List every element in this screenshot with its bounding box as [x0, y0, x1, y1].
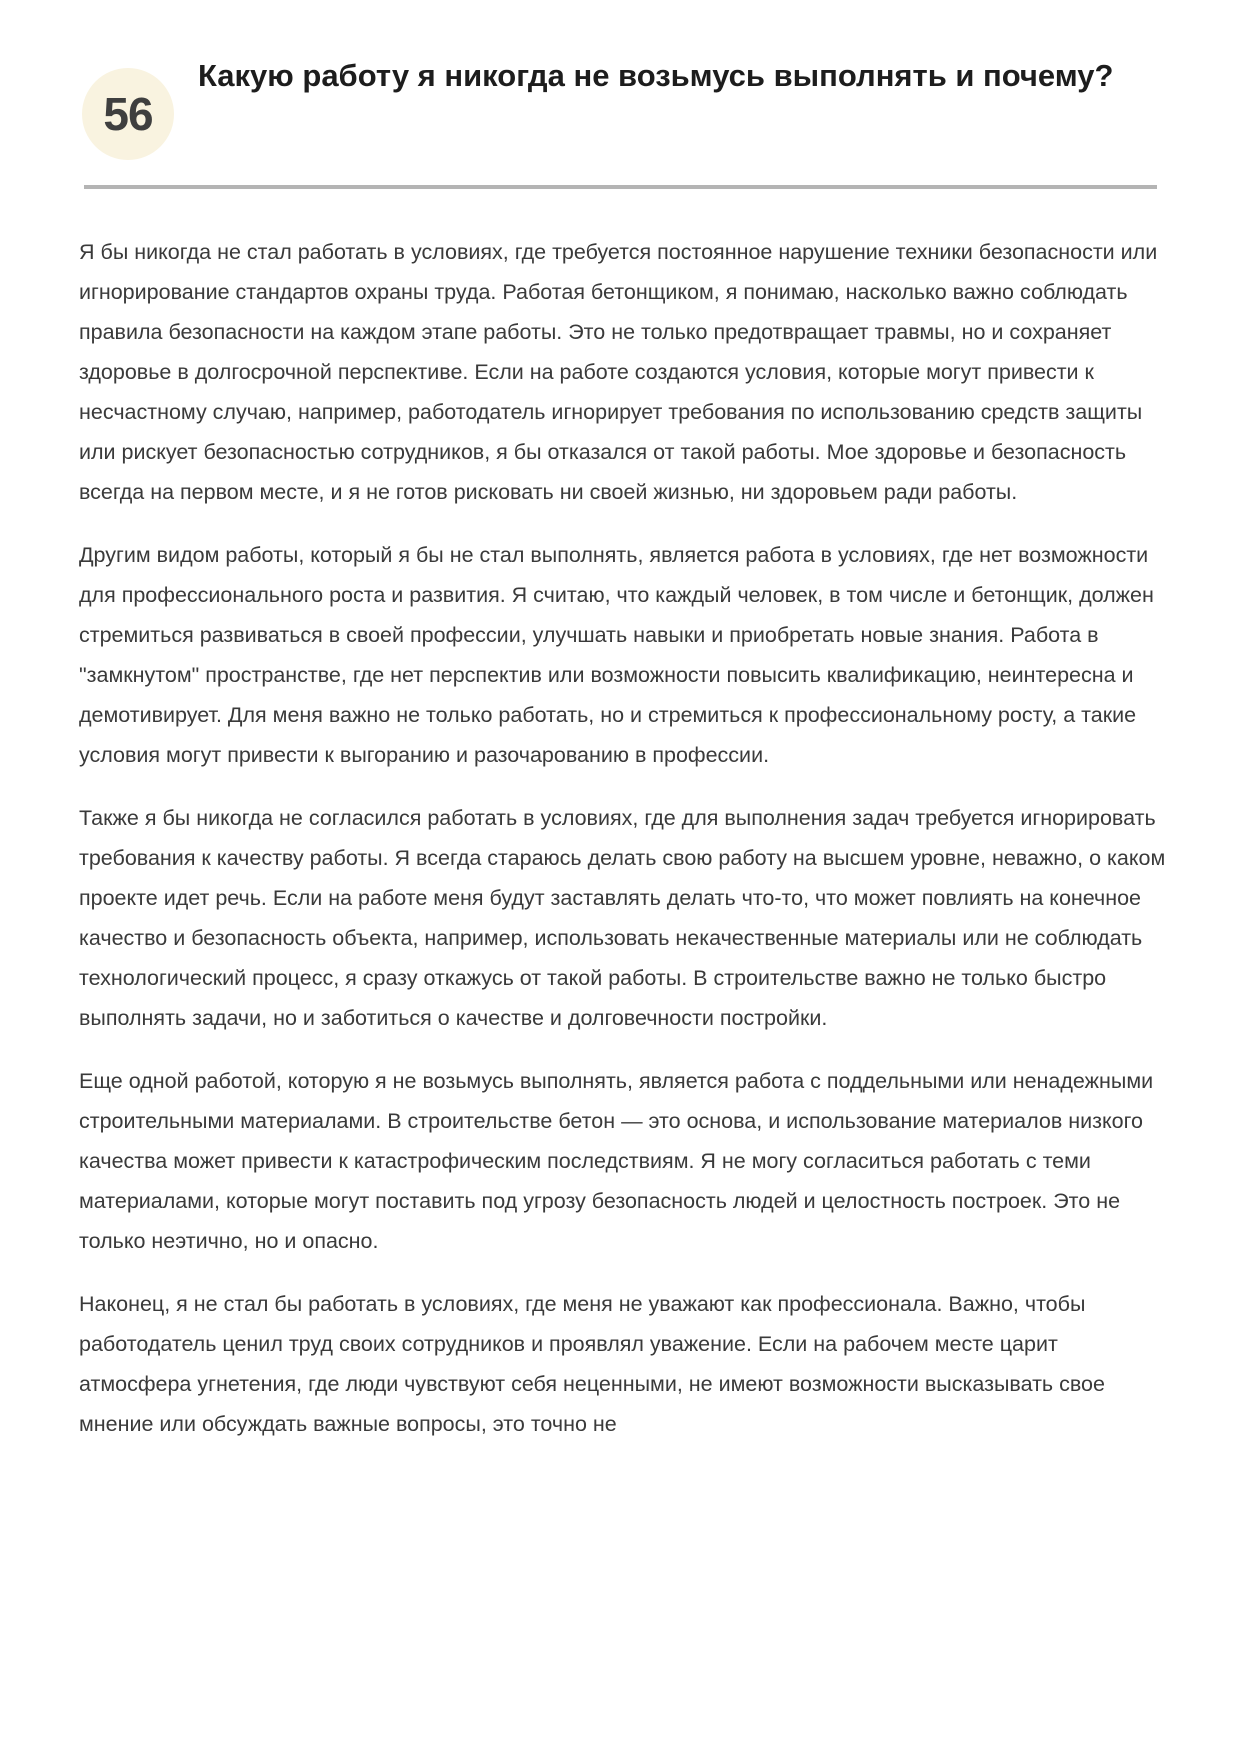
answer-text [79, 232, 1166, 1467]
answer-paragraph-1: Я бы никогда не стал работать в условиях, где требуется постоянное нарушение техники безопасности или игнорирование стандартов охраны труда. Работая бетонщиком, я понимаю, насколько важно соблюдать правила безопасности на каждом этапе работы. Это не только предотвращает травмы, но и сохраняет здоровье в долгосрочной перспективе. Если на работе создаются условия, которые могут привести к несчастному случаю, например, работодатель игнорирует требования по использованию средств защиты или рискует безопасностью сотрудников, я бы отказался от такой работы. Мое здоровье и безопасность всегда на первом месте, и я не готов рисковать ни своей жизнью, ни здоровьем ради работы. [79, 240, 1158, 504]
answer-paragraph-2: Другим видом работы, который я бы не стал выполнять, является работа в условиях, где нет возможности для профессионального роста и развития. Я считаю, что каждый человек, в том числе и бетонщик, должен стремиться развиваться в своей профессии, улучшать навыки и приобретать новые знания. Работа в "замкнутом" пространстве, где нет перспектив или возможности повысить квалификацию, неинтересна и демотивирует. Для меня важно не только работать, но и стремиться к профессиональному росту, а такие условия могут привести к выгоранию и разочарованию в профессии. [79, 543, 1154, 767]
answer-paragraph-5: Наконец, я не стал бы работать в условиях, где меня не уважают как профессионала. Важно, чтобы работодатель ценил труд своих сотрудников и проявлял уважение. Если на рабочем месте царит атмосфера угнетения, где люди чувствуют себя неценными, не имеют возможности высказывать свое мнение или обсуждать важные вопросы, это точно не [79, 1292, 1105, 1436]
answer-paragraph-4: Еще одной работой, которую я не возьмусь выполнять, является работа с поддельными или ненадежными строительными материалами. В строительстве бетон — это основа, и использование материалов низкого качества может привести к катастрофическим последствиям. Я не могу согласиться работать с теми материалами, которые могут поставить под угрозу безопасность людей и целостность построек. Это не только неэтично, но и опасно. [79, 1069, 1154, 1253]
answer-paragraph-3: Также я бы никогда не согласился работать в условиях, где для выполнения задач требуется игнорировать требования к качеству работы. Я всегда стараюсь делать свою работу на высшем уровне, неважно, о каком проекте идет речь. Если на работе меня будут заставлять делать что-то, что может повлиять на конечное качество и безопасность объекта, например, использовать некачественные материалы или не соблюдать технологический процесс, я сразу откажусь от такой работы. В строительстве важно не только быстро выполнять задачи, но и заботиться о качестве и долговечности постройки. [79, 806, 1166, 1030]
question-title: Какую работу я никогда не возьмусь выполнять и почему? [198, 58, 1114, 93]
header-divider [84, 185, 1157, 189]
question-number-badge [82, 68, 174, 160]
question-number: 56 [103, 88, 153, 140]
